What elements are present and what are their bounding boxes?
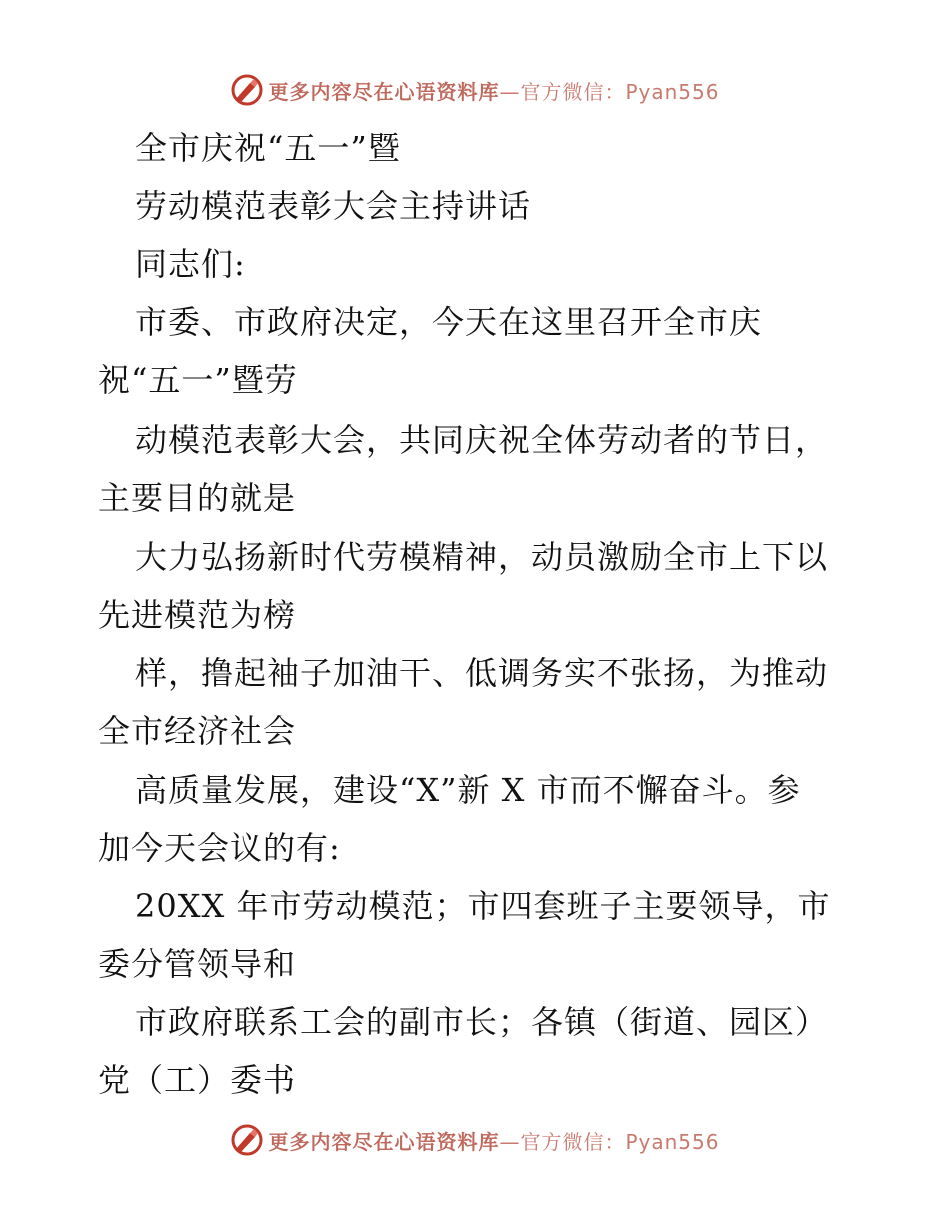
document-line-11: 全市经济社会 (98, 712, 297, 750)
document-line-9: 先进模范为榜 (98, 596, 297, 634)
banner-site-text: 更多内容尽在心语资料库 (268, 1129, 500, 1154)
document-line-7: 主要目的就是 (98, 479, 297, 517)
document-line-12: 高质量发展，建设“X”新 X 市而不懈奋斗。参 (135, 771, 801, 809)
document-line-1: 全市庆祝“五一”暨 (135, 129, 401, 167)
banner-wechat-text: —官方微信：Pyan556 (499, 79, 720, 104)
banner-wechat-text: —官方微信：Pyan556 (499, 1129, 720, 1154)
pen-nib-logo-icon (230, 1123, 264, 1157)
document-line-6: 动模范表彰大会，共同庆祝全体劳动者的节日， (135, 421, 829, 459)
document-line-8: 大力弘扬新时代劳模精神，动员激励全市上下以 (135, 538, 829, 576)
document-line-15: 委分管领导和 (98, 945, 297, 983)
banner-site-text: 更多内容尽在心语资料库 (268, 79, 500, 104)
document-line-4: 市委、市政府决定，今天在这里召开全市庆 (135, 303, 763, 341)
document-line-16: 市政府联系工会的副市长；各镇（街道、园区） (135, 1003, 829, 1041)
document-line-14: 20XX 年市劳动模范；市四套班子主要领导，市 (135, 887, 831, 925)
footer-watermark-banner (0, 1120, 950, 1160)
document-line-2: 劳动模范表彰大会主持讲话 (135, 187, 532, 225)
document-line-13: 加今天会议的有: (98, 829, 341, 867)
document-line-5: 祝“五一”暨劳 (98, 361, 298, 399)
document-line-17: 党（工）委书 (98, 1061, 297, 1099)
document-line-3: 同志们: (135, 245, 246, 283)
document-line-10: 样，撸起袖子加油干、低调务实不张扬，为推动 (135, 654, 829, 692)
